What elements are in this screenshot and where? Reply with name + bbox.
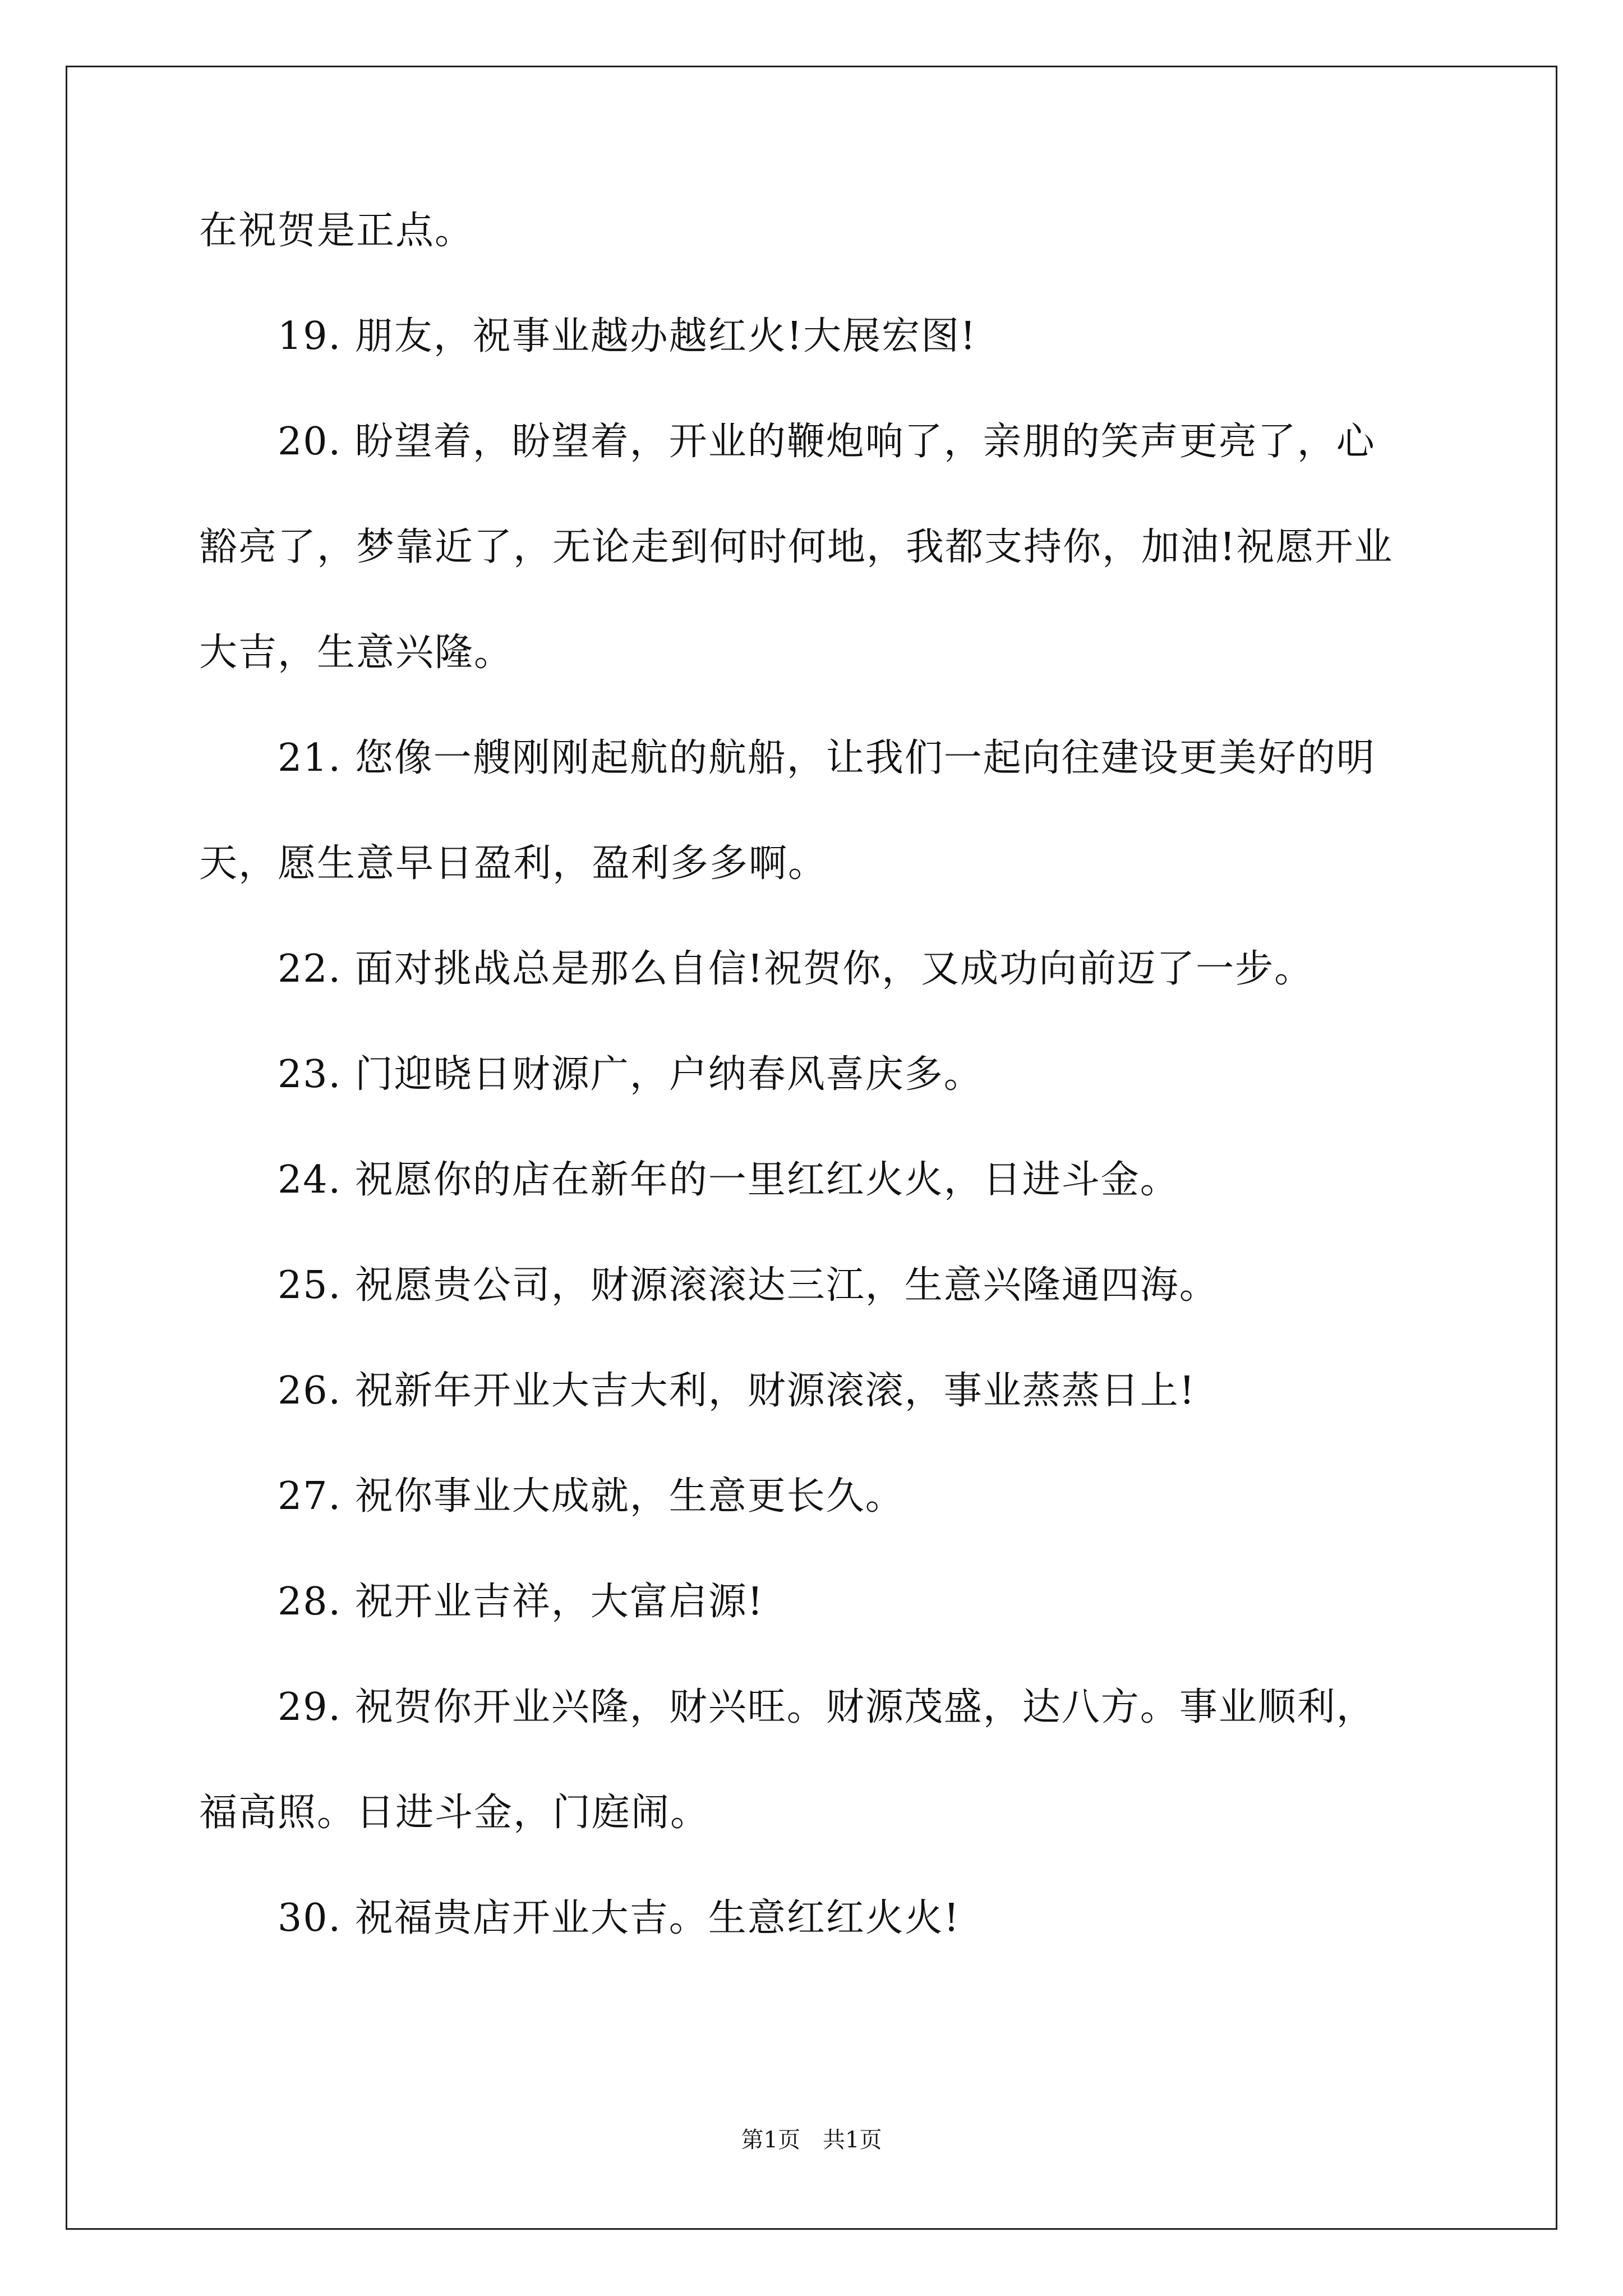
text-line-17: 30. 祝福贵店开业大吉。生意红红火火! bbox=[278, 1896, 961, 1940]
text-line-9: 23. 门迎晓日财源广，户纳春风喜庆多。 bbox=[278, 1052, 983, 1097]
text-line-6: 21. 您像一艘刚刚起航的航船，让我们一起向往建设更美好的明 bbox=[278, 736, 1376, 780]
text-line-1: 在祝贺是正点。 bbox=[199, 209, 474, 253]
text-line-3: 20. 盼望着，盼望着，开业的鞭炮响了，亲朋的笑声更亮了，心 bbox=[278, 420, 1376, 464]
page-footer: 第1页 共1页 bbox=[741, 2127, 882, 2153]
text-line-16: 福高照。日进斗金，门庭闹。 bbox=[199, 1791, 710, 1835]
text-line-11: 25. 祝愿贵公司，财源滚滚达三江，生意兴隆通四海。 bbox=[278, 1263, 1219, 1308]
text-line-5: 大吉，生意兴隆。 bbox=[199, 631, 514, 675]
text-line-12: 26. 祝新年开业大吉大利，财源滚滚，事业蒸蒸日上! bbox=[278, 1369, 1196, 1413]
text-line-8: 22. 面对挑战总是那么自信!祝贺你，又成功向前迈了一步。 bbox=[278, 947, 1314, 991]
text-line-10: 24. 祝愿你的店在新年的一里红红火火，日进斗金。 bbox=[278, 1158, 1179, 1202]
text-line-15: 29. 祝贺你开业兴隆，财兴旺。财源茂盛，达八方。事业顺利， bbox=[278, 1685, 1376, 1729]
text-line-13: 27. 祝你事业大成就，生意更长久。 bbox=[278, 1474, 905, 1519]
text-line-7: 天，愿生意早日盈利，盈利多多啊。 bbox=[199, 841, 828, 886]
text-line-2: 19. 朋友，祝事业越办越红火!大展宏图! bbox=[278, 314, 977, 358]
text-line-14: 28. 祝开业吉祥，大富启源! bbox=[278, 1580, 764, 1624]
text-line-4: 豁亮了，梦靠近了，无论走到何时何地，我都支持你，加油!祝愿开业 bbox=[199, 525, 1394, 569]
